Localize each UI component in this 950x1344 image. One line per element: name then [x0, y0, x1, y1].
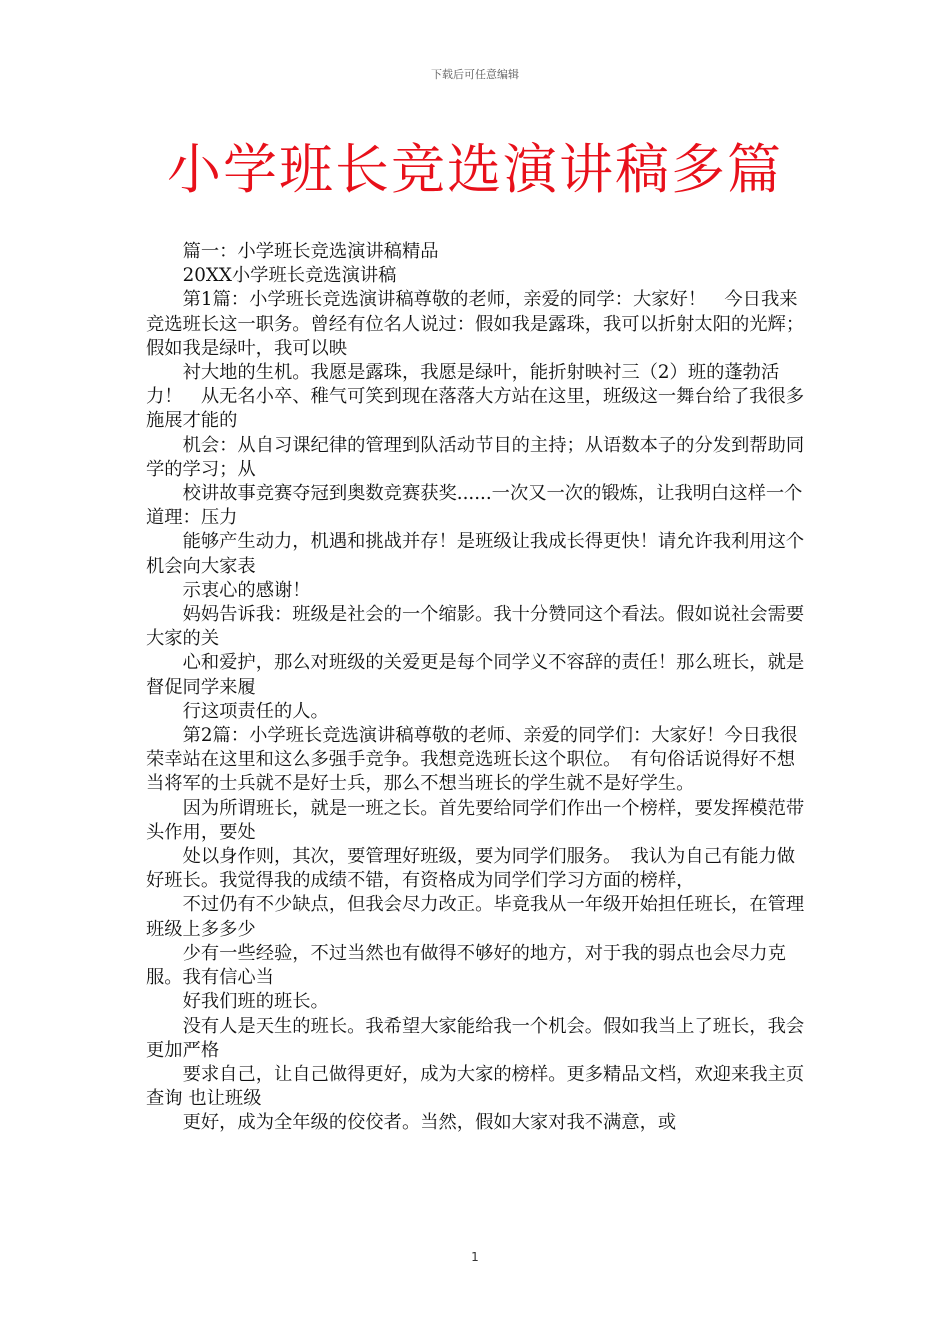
paragraph: 衬大地的生机。我愿是露珠，我愿是绿叶，能折射映衬三（2）班的蓬勃活力！ 从无名小卒、稚气可笑到现在落落大方站在这里，班级这一舞台给了我很多施展才能的: [146, 362, 805, 432]
page-header: 下载后可任意编辑: [431, 68, 519, 81]
paragraph: 能够产生动力，机遇和挑战并存！是班级让我成长得更快！请允许我利用这个机会向大家表: [146, 531, 805, 577]
paragraph: 心和爱护，那么对班级的关爱更是每个同学义不容辞的责任！那么班长，就是督促同学来履: [146, 652, 805, 698]
document-title: 小学班长竞选演讲稿多篇: [167, 138, 783, 201]
paragraph: 因为所谓班长，就是一班之长。首先要给同学们作出一个榜样，要发挥模范带头作用，要处: [146, 797, 805, 843]
paragraph: 20XX小学班长竞选演讲稿: [182, 265, 397, 287]
paragraph: 示衷心的感谢！: [182, 579, 311, 601]
paragraph: 第2篇：小学班长竞选演讲稿尊敬的老师、亲爱的同学们：大家好！今日我很荣幸站在这里和这么多强手竞争。我想竞选班长这个职位。 有句俗话说得好不想当将军的士兵就不是好士兵，那么不想当班长的学生就不是好学生。: [146, 725, 798, 795]
paragraph: 不过仍有不少缺点，但我会尽力改正。毕竟我从一年级开始担任班长，在管理班级上多多少: [146, 894, 805, 940]
paragraph: 处以身作则，其次，要管理好班级，要为同学们服务。 我认为自己有能力做好班长。我觉得我的成绩不错，有资格成为同学们学习方面的榜样，: [146, 846, 796, 892]
paragraph: 好我们班的班长。: [182, 991, 329, 1013]
document-body: [146, 240, 806, 1136]
paragraph: 机会：从自习课纪律的管理到队活动节目的主持；从语数本子的分发到帮助同学的学习；从: [146, 434, 805, 480]
paragraph: 篇一：小学班长竞选演讲稿精品: [182, 241, 439, 262]
paragraph: 没有人是天生的班长。我希望大家能给我一个机会。假如我当上了班长，我会更加严格: [146, 1015, 805, 1061]
paragraph: 少有一些经验，不过当然也有做得不够好的地方，对于我的弱点也会尽力克服。我有信心当: [146, 942, 786, 989]
paragraph: 校讲故事竞赛夺冠到奥数竞赛获奖......一次又一次的锻炼，让我明白这样一个道理：压力: [146, 483, 803, 529]
page-number: 1: [471, 1250, 479, 1264]
paragraph: 行这项责任的人。: [182, 700, 329, 722]
paragraph: 更好，成为全年级的佼佼者。当然，假如大家对我不满意，或: [182, 1112, 677, 1134]
paragraph: 妈妈告诉我：班级是社会的一个缩影。我十分赞同这个看法。假如说社会需要大家的关: [146, 604, 805, 650]
paragraph: 第1篇：小学班长竞选演讲稿尊敬的老师，亲爱的同学：大家好！ 今日我来竞选班长这一职务。曾经有位名人说过：假如我是露珠，我可以折射太阳的光辉；假如我是绿叶，我可以映: [146, 289, 805, 359]
paragraph: 要求自己，让自己做得更好，成为大家的榜样。更多精品文档，欢迎来我主页查询 也让班级: [146, 1063, 805, 1110]
